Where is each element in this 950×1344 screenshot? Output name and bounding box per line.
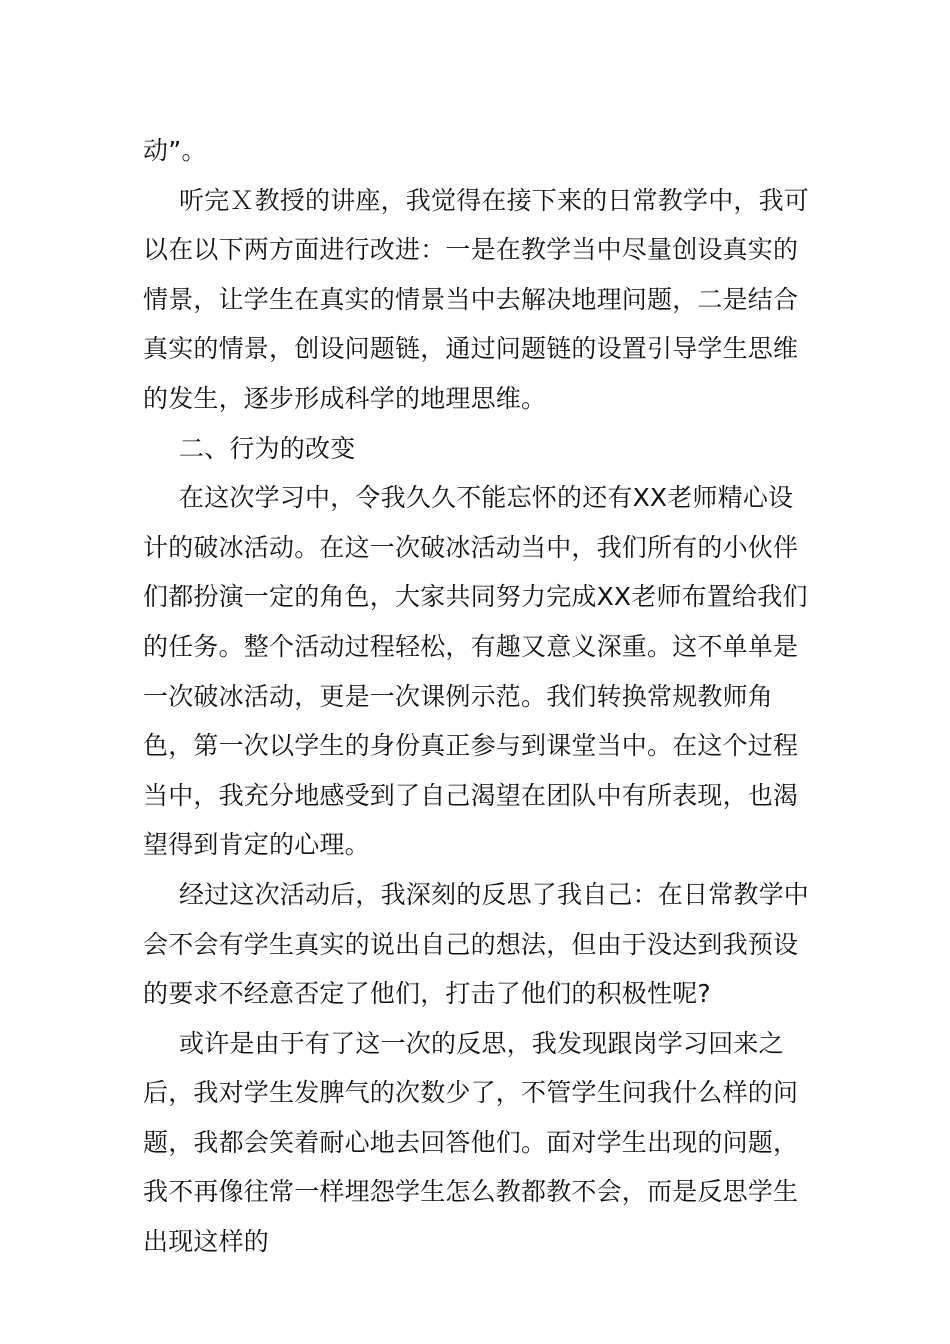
document-body xyxy=(143,126,813,1267)
paragraph-after-reflection: 或许是由于有了这一次的反思，我发现跟岗学习回来之后，我对学生发脾气的次数少了，不管学生问我什么样的问题，我都会笑着耐心地去回答他们。面对学生出现的问题，我不再像往常一样埋怨学生怎么教都教不会，而是反思学生出现这样的 xyxy=(143,1028,799,1257)
section-heading-behavior-change: 二、行为的改变 xyxy=(179,433,356,463)
paragraph-self-reflection: 经过这次活动后，我深刻的反思了我自己：在日常教学中会不会有学生真实的说出自己的想法，但由于没达到我预设的要求不经意否定了他们，打击了他们的积极性呢? xyxy=(143,879,810,1009)
paragraph-lecture-reflection: 听完Ｘ教授的讲座，我觉得在接下来的日常教学中，我可以在以下两方面进行改进：一是在教学当中尽量创设真实的情景，让学生在真实的情景当中去解决地理问题，二是结合真实的情景，创设问题链，通过问题链的设置引导学生思维的发生，逐步形成科学的地理思维。 xyxy=(143,185,810,413)
paragraph-continuation: 动”。 xyxy=(143,136,207,165)
paragraph-icebreaker-activity: 在这次学习中，令我久久不能忘怀的还有XX老师精心设计的破冰活动。在这一次破冰活动当中，我们所有的小伙伴们都扮演一定的角色，大家共同努力完成XX老师布置给我们的任务。整个活动过程轻松，有趣又意义深重。这不单单是一次破冰活动，更是一次课例示范。我们转换常规教师角色，第一次以学生的身份真正参与到课堂当中。在这个过程当中，我充分地感受到了自己渴望在团队中有所表现，也渴望得到肯定的心理。 xyxy=(143,483,808,860)
